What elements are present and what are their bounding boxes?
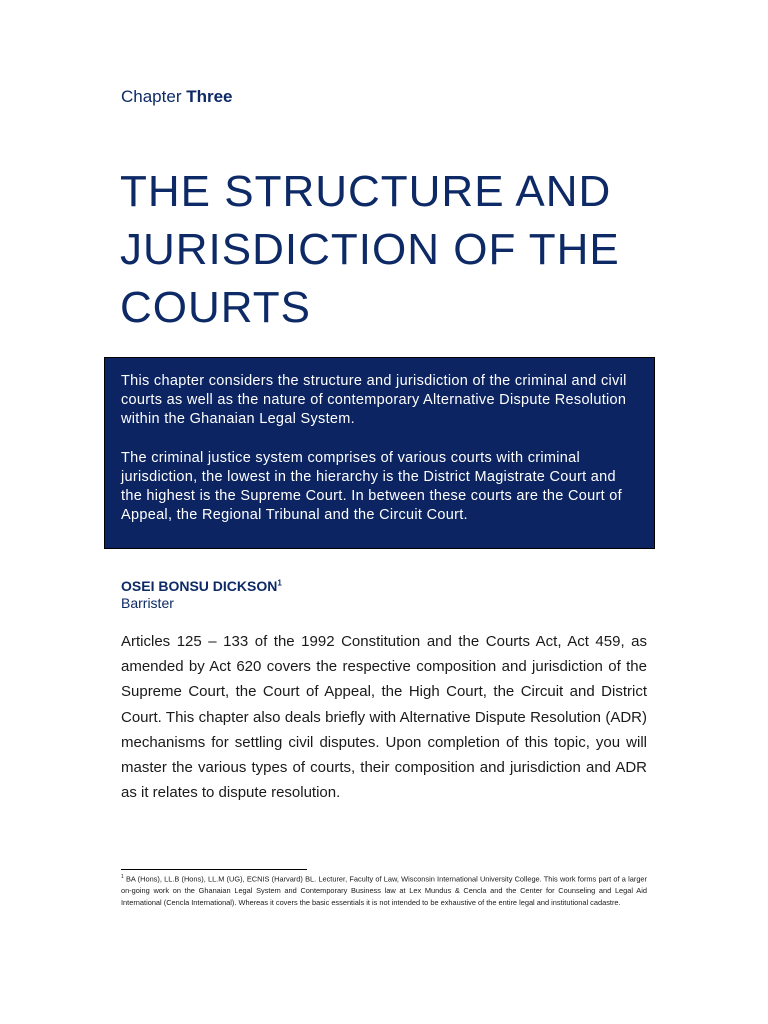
title-line-2: JURISDICTION OF THE: [120, 225, 620, 274]
author-name: [121, 578, 282, 594]
author-footnote-marker: 1: [277, 578, 282, 588]
title-line-3: COURTS: [120, 283, 311, 332]
footnote-divider: [121, 869, 307, 870]
footnote-text: BA (Hons), LL.B (Hons), LL.M (UG), ECNIS (Harvard) BL. Lecturer, Faculty of Law, Wisconsin International University College. This work forms part of a larger on-going work on the Ghanaian Legal System and Contemporary Business law at Lex Mundus & Cencla and the Center for Counseling and Legal Aid International (Cencla International). Whereas it covers the basic essentials it is not intended to be exhaustive of the entire legal and institutional cadastre.: [121, 874, 647, 908]
footnote: [121, 872, 647, 909]
chapter-summary-box: [104, 357, 655, 549]
chapter-title: [120, 163, 680, 337]
summary-paragraph-2: The criminal justice system comprises of various courts with criminal jurisdiction, the lowest in the hierarchy is the District Magistrate Court and the highest is the Supreme Court. In between these courts are the Court of Appeal, the Regional Tribunal and the Circuit Court.: [121, 449, 622, 524]
chapter-number: Three: [186, 87, 233, 106]
body-paragraph: Articles 125 – 133 of the 1992 Constitution and the Courts Act, Act 459, as amended by Act 620 covers the respective composition and jurisdiction of the Supreme Court, the Court of Appeal, the High Court, the Circuit and District Court. This chapter also deals briefly with Alternative Dispute Resolution (ADR) mechanisms for settling civil disputes. Upon completion of this topic, you will master the various types of courts, their composition and jurisdiction and ADR as it relates to dispute resolution.: [121, 633, 647, 802]
footnote-marker: 1: [121, 874, 124, 880]
author-role: Barrister: [121, 595, 174, 611]
author-name-text: OSEI BONSU DICKSON: [121, 578, 278, 594]
chapter-label: [121, 87, 233, 107]
title-line-1: THE STRUCTURE AND: [120, 167, 612, 216]
chapter-word: Chapter: [121, 87, 182, 106]
summary-paragraph-1: This chapter considers the structure and jurisdiction of the criminal and civil courts as well as the nature of contemporary Alternative Dispute Resolution within the Ghanaian Legal System.: [121, 373, 627, 428]
